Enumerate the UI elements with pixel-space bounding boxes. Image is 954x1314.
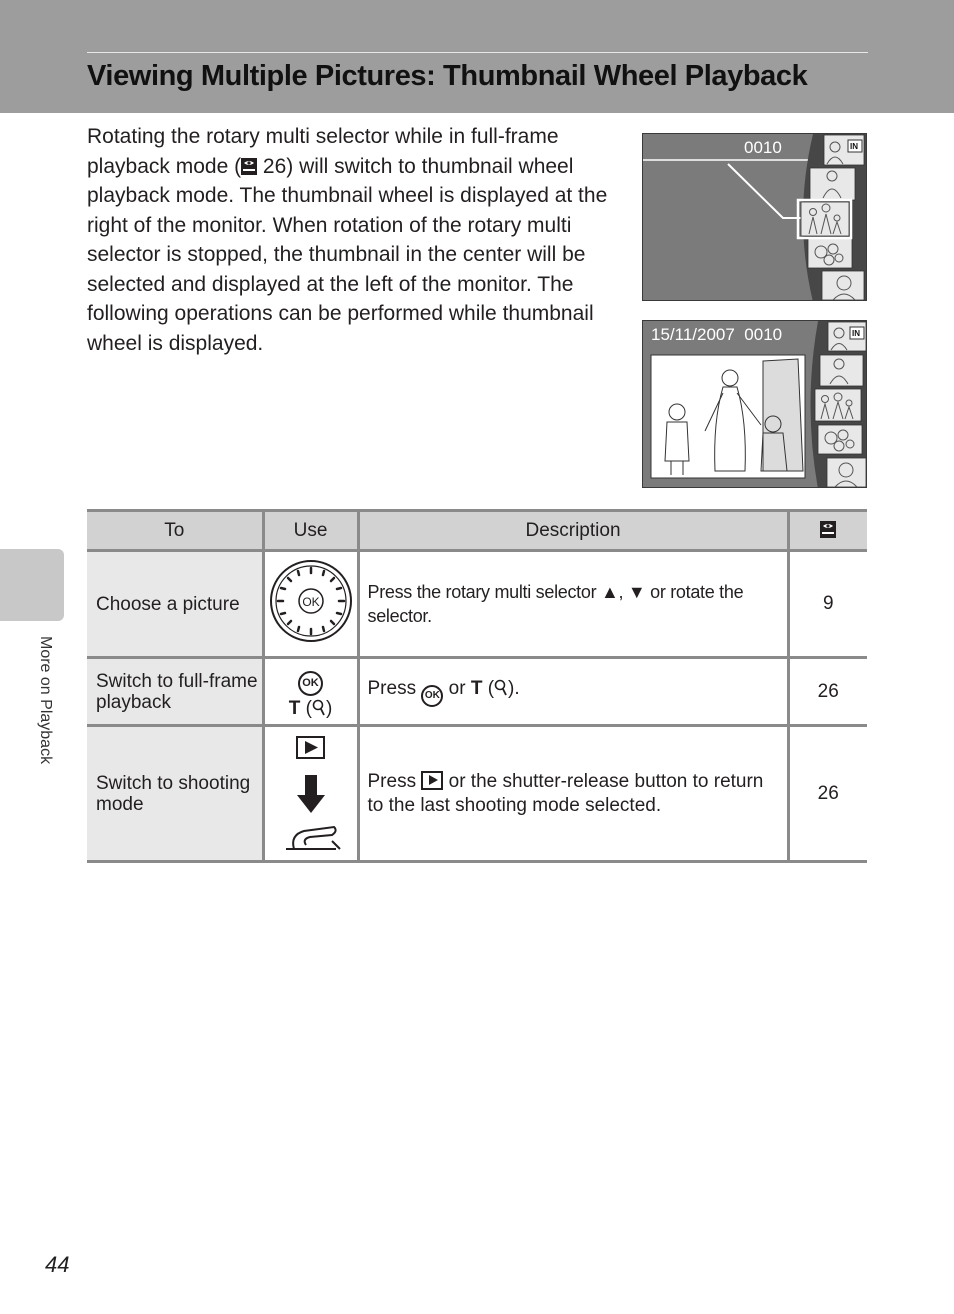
desc-text-end: or rotate the selector. xyxy=(367,582,744,626)
side-tab-label: More on Playback xyxy=(37,636,54,765)
playback-button-icon xyxy=(297,737,324,758)
desc-comma: , xyxy=(618,582,628,602)
header-reference xyxy=(788,511,867,551)
full-frame-info xyxy=(651,325,782,345)
desc-press: Press xyxy=(367,770,422,792)
desc-end: ). xyxy=(508,677,520,699)
playback-button-icon xyxy=(421,771,443,790)
header-rule xyxy=(87,52,868,53)
full-memory-badge: IN xyxy=(852,329,860,338)
header-bar xyxy=(0,0,954,113)
table-row xyxy=(87,658,867,726)
desc-or: or xyxy=(443,677,471,699)
paren-close: ) xyxy=(325,697,333,719)
intro-ref-page: 26 xyxy=(262,154,287,178)
paren-open: ( xyxy=(300,697,312,719)
shutter-release-button-icon xyxy=(286,827,340,849)
row-use xyxy=(263,551,358,658)
operations-table xyxy=(87,509,867,863)
shooting-mode-controls xyxy=(276,731,346,851)
wheel-playback-screen xyxy=(642,133,867,301)
row-description xyxy=(358,658,788,726)
zoom-tele-icon: T xyxy=(470,677,483,699)
up-arrow-icon: ▲ xyxy=(600,582,619,602)
full-frame-illustration xyxy=(643,321,867,488)
desc-rest: or the shutter-release button to return to the last shooting mode selected. xyxy=(367,770,764,816)
header-use: Use xyxy=(263,511,358,551)
full-frame-date: 15/11/2007 xyxy=(651,325,735,344)
row-to: Switch to full-frame playback xyxy=(87,658,263,726)
header-to: To xyxy=(87,511,263,551)
reference-icon xyxy=(820,521,836,538)
desc-press: Press xyxy=(367,677,422,699)
rotary-ok-label: OK xyxy=(301,595,320,609)
magnify-icon xyxy=(312,699,326,717)
ok-button-icon: OK xyxy=(298,671,323,696)
row-reference: 9 xyxy=(788,551,867,658)
row-use xyxy=(263,658,358,726)
row-description xyxy=(358,551,788,658)
row-use xyxy=(263,726,358,862)
full-frame-screen xyxy=(642,320,867,488)
table-header-row xyxy=(87,511,867,551)
magnify-icon xyxy=(494,679,508,697)
header-description: Description xyxy=(358,511,788,551)
reference-icon xyxy=(241,158,257,175)
wheel-frame-counter: 0010 xyxy=(744,138,782,157)
row-reference: 26 xyxy=(788,658,867,726)
intro-text-1: Rotating the rotary multi selector while in full-frame playback mode ( xyxy=(87,125,559,178)
table-row xyxy=(87,726,867,862)
row-to: Choose a picture xyxy=(87,551,263,658)
page-title: Viewing Multiple Pictures: Thumbnail Wheel Playback xyxy=(87,60,808,92)
desc-text: Press the rotary multi selector xyxy=(367,582,601,602)
rotary-multi-selector-icon xyxy=(269,559,353,643)
zoom-tele-icon: T xyxy=(288,697,301,719)
full-frame-counter: 0010 xyxy=(744,325,783,344)
row-reference: 26 xyxy=(788,726,867,862)
table-row xyxy=(87,551,867,658)
row-to: Switch to shooting mode xyxy=(87,726,263,862)
side-tab xyxy=(0,549,64,621)
wheel-playback-illustration xyxy=(643,134,867,301)
intro-text-2: ) will switch to thumbnail wheel playback mode. The thumbnail wheel is displayed at the right of the monitor. When rotation of the rotary multi selector is stopped, the thumbnail in the center will be selected and displayed at the left of the monitor. The following operations can be performed while thumbnail wheel is displayed. xyxy=(87,154,608,355)
row-description xyxy=(358,726,788,862)
down-arrow-icon: ▼ xyxy=(627,582,646,602)
desc-paren-open: ( xyxy=(482,677,495,699)
ok-button-icon: OK xyxy=(421,685,443,707)
down-arrow-icon xyxy=(297,775,325,813)
page-number: 44 xyxy=(45,1252,70,1277)
wheel-memory-badge: IN xyxy=(850,142,858,151)
intro-paragraph xyxy=(87,122,617,358)
